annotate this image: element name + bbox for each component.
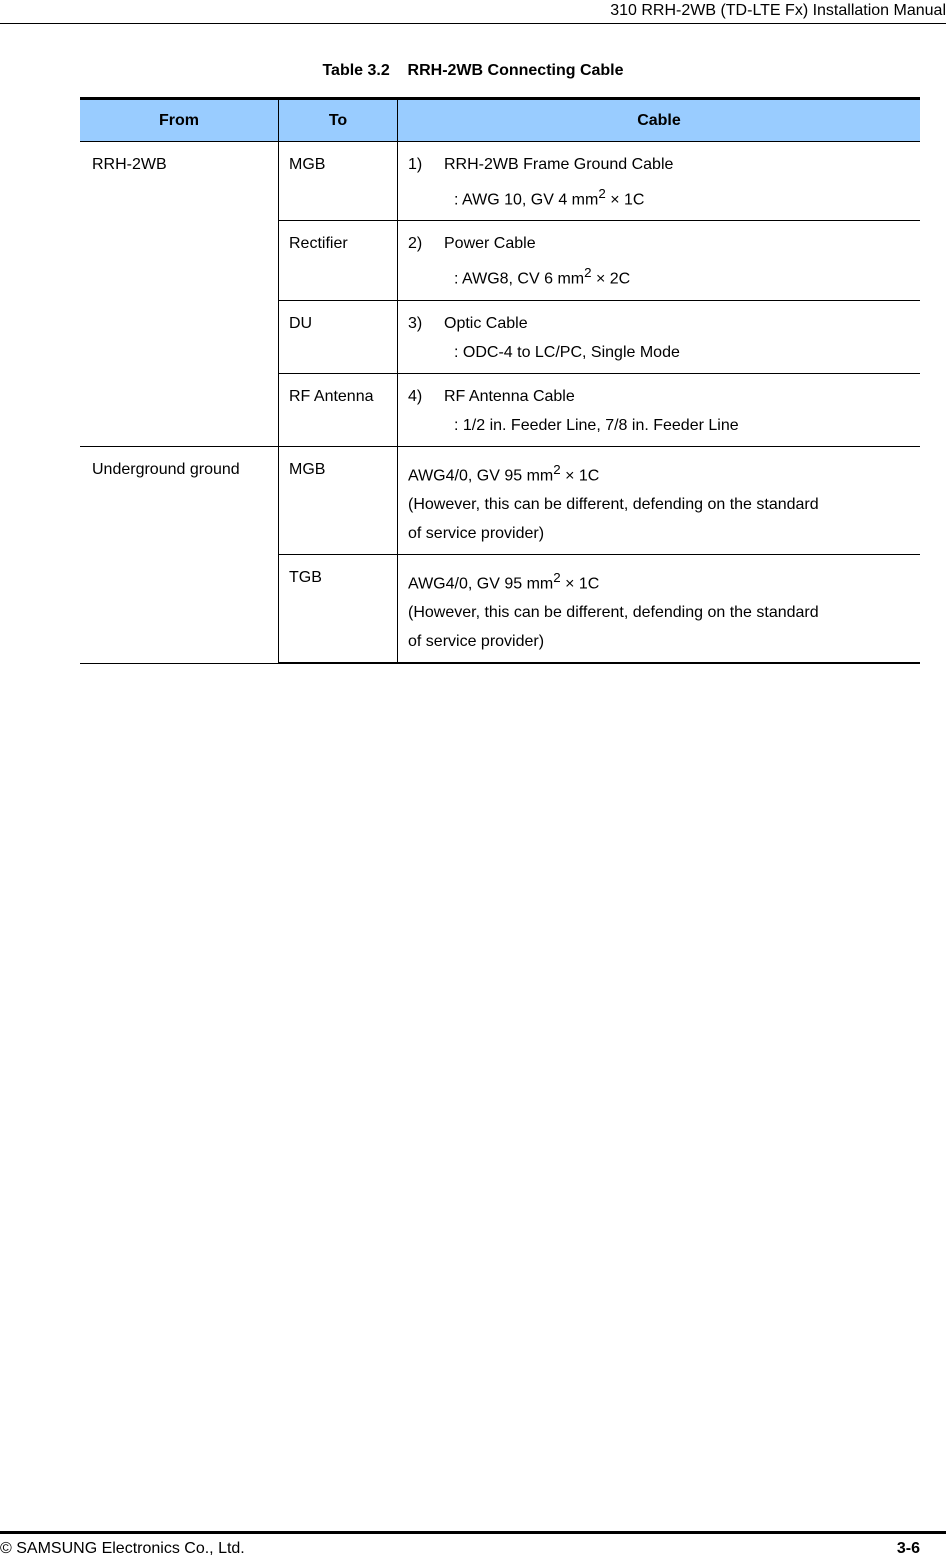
cable-spec-tail: × 1C [605,191,645,209]
connecting-cable-table [80,97,920,664]
to-cell: RF Antenna [279,373,398,446]
cable-cell [398,221,921,300]
cable-spec-line [408,563,910,598]
cable-spec-superscript: 2 [584,265,592,281]
cable-number: 2) [408,235,423,253]
page-number: 3-6 [896,1540,920,1557]
to-cell: MGB [279,446,398,554]
cable-cell [398,446,921,554]
from-cell-rrh-2wb: RRH-2WB [80,142,279,447]
cable-number: 1) [408,156,423,173]
footer-copyright: © SAMSUNG Electronics Co., Ltd. [0,1540,245,1557]
cable-title [408,309,910,338]
cable-spec-superscript: 2 [598,186,606,201]
table-caption: Table 3.2 RRH-2WB Connecting Cable [322,62,624,79]
cable-spec-text: : AWG 10, GV 4 mm [454,191,599,209]
cable-spec-superscript: 2 [553,569,561,585]
cable-title [408,229,910,258]
table-row [80,142,920,221]
to-cell: Rectifier [279,221,398,300]
to-cell: DU [279,300,398,373]
cable-cell [398,554,921,663]
cable-spec-text: AWG4/0, GV 95 mm [408,466,554,484]
to-cell: MGB [279,142,398,221]
column-header-from: From [80,99,279,142]
cable-title [408,150,910,179]
cable-note-line: of service provider) [408,633,545,651]
header-rule [0,23,946,24]
column-header-to: To [279,99,398,142]
cable-spec-superscript: 2 [553,461,561,477]
cable-note-line: (However, this can be different, defending on the standard [408,604,819,622]
cable-spec-text: : AWG8, CV 6 mm [454,270,585,288]
cable-spec [408,258,910,293]
table-row [80,446,920,554]
cable-title-text: Power Cable [444,235,536,253]
cable-note-line: of service provider) [408,524,545,542]
cable-spec-text: AWG4/0, GV 95 mm [408,575,554,593]
cable-spec [408,179,910,214]
cable-title [408,382,910,411]
cable-spec-tail: × 1C [560,466,600,484]
cable-spec: : 1/2 in. Feeder Line, 7/8 in. Feeder Line [454,416,739,434]
table-header-row [80,99,920,142]
cable-number: 3) [408,314,423,332]
footer-rule [0,1531,946,1534]
cable-note-line: (However, this can be different, defending on the standard [408,495,819,513]
cable-spec-tail: × 1C [560,575,600,593]
cable-title-text: RRH-2WB Frame Ground Cable [444,156,674,173]
column-header-cable: Cable [398,99,921,142]
cable-spec-line [408,455,910,490]
from-cell-underground-ground: Underground ground [80,446,279,663]
cable-spec: : ODC-4 to LC/PC, Single Mode [454,343,680,361]
document-header-title: 310 RRH-2WB (TD-LTE Fx) Installation Manual [610,2,946,19]
cable-cell [398,300,921,373]
cable-number: 4) [408,387,423,405]
cable-title-text: RF Antenna Cable [444,387,575,405]
cable-spec-tail: × 2C [591,270,631,288]
cable-cell [398,142,921,221]
cable-cell [398,373,921,446]
cable-title-text: Optic Cable [444,314,528,332]
to-cell: TGB [279,554,398,663]
